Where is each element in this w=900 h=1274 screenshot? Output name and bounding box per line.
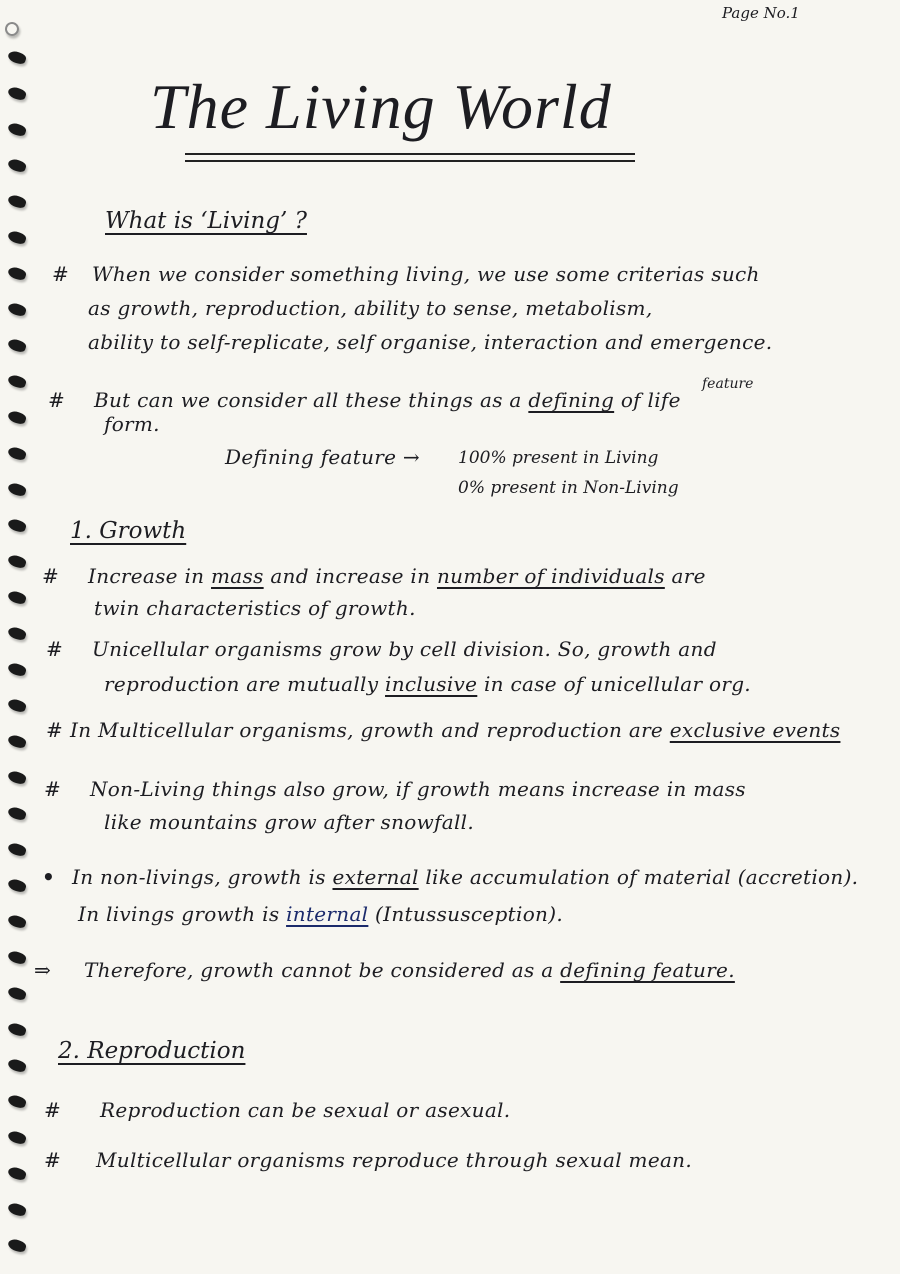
binding-hole (7, 157, 28, 173)
paragraph-text: In non-livings, growth is (72, 865, 326, 889)
underlined-term: inclusive (385, 672, 478, 696)
page-number: Page No.1 (722, 4, 800, 22)
binding-hole (7, 121, 28, 137)
underlined-term: defining (528, 388, 615, 412)
binding-hole (7, 1237, 28, 1253)
paragraph-text: and increase in (270, 564, 431, 588)
paragraph-text: (Intussusception). (375, 902, 563, 926)
section-heading-growth: 1. Growth (70, 518, 187, 544)
binding-hole (7, 877, 28, 893)
binding-hole (7, 409, 28, 425)
paragraph-line: as growth, reproduction, ability to sense, metabolism, (88, 296, 653, 320)
list-bullet: # (44, 1148, 62, 1172)
paragraph-line (70, 718, 840, 742)
list-bullet: # (44, 777, 62, 801)
binding-hole (7, 517, 28, 533)
paragraph-line (72, 865, 858, 889)
binding-hole (7, 229, 28, 245)
binding-hole (7, 949, 28, 965)
spiral-binding (0, 0, 40, 1274)
defining-feature-label: Defining feature → (225, 445, 420, 469)
binding-hole (7, 769, 28, 785)
binding-hole (7, 625, 28, 641)
list-bullet: # (46, 718, 64, 742)
paragraph-text: Increase in (88, 564, 205, 588)
binding-hole (7, 661, 28, 677)
binding-hole (7, 589, 28, 605)
binding-hole (7, 301, 28, 317)
binding-hole (7, 913, 28, 929)
binding-hole (7, 1021, 28, 1037)
section-heading-what-is-living: What is ‘Living’ ? (105, 208, 307, 234)
binding-hole (7, 1129, 28, 1145)
definition-line: 0% present in Non-Living (458, 478, 679, 498)
binding-hole (7, 985, 28, 1001)
paragraph-text: But can we consider all these things as a (94, 388, 522, 412)
underlined-term: defining feature. (560, 958, 735, 982)
binding-hole (7, 1057, 28, 1073)
paragraph-line (88, 564, 706, 588)
binding-hole (7, 445, 28, 461)
paragraph-line: Unicellular organisms grow by cell division. So, growth and (92, 637, 717, 661)
definition-line: 100% present in Living (458, 448, 659, 468)
conclusion-line (84, 958, 735, 982)
paragraph-text: like accumulation of material (accretion). (425, 865, 859, 889)
title-underline (185, 160, 635, 162)
underlined-term: internal (286, 902, 369, 926)
list-bullet: # (46, 637, 64, 661)
binding-hole (7, 265, 28, 281)
binding-hole (7, 193, 28, 209)
paragraph-line: twin characteristics of growth. (94, 596, 416, 620)
binding-hole (7, 805, 28, 821)
conclusion-arrow: ⇒ (34, 958, 52, 982)
paragraph-line: form. (104, 412, 160, 436)
binding-hole (7, 1093, 28, 1109)
underlined-term: exclusive events (669, 718, 841, 742)
paragraph-line (78, 902, 563, 926)
binding-hole (7, 373, 28, 389)
paragraph-line: like mountains grow after snowfall. (104, 810, 475, 834)
binding-hole (7, 733, 28, 749)
paragraph-text: are (671, 564, 706, 588)
page-title: The Living World (150, 71, 612, 142)
paragraph-line (94, 388, 681, 412)
binding-hole (7, 481, 28, 497)
section-heading-reproduction: 2. Reproduction (58, 1038, 246, 1064)
paragraph-text: reproduction are mutually (104, 672, 379, 696)
binding-hole (7, 1165, 28, 1181)
underlined-term: external (332, 865, 419, 889)
list-bullet: # (52, 262, 70, 286)
list-bullet: • (42, 865, 56, 889)
paragraph-text: in case of unicellular org. (483, 672, 751, 696)
title-underline (185, 153, 635, 155)
paragraph-text: of life (620, 388, 681, 412)
paragraph-line: Reproduction can be sexual or asexual. (100, 1098, 511, 1122)
binding-hole (7, 1201, 28, 1217)
paragraph-line: Non-Living things also grow, if growth means increase in mass (90, 777, 746, 801)
underlined-term: mass (211, 564, 264, 588)
binding-hole (7, 337, 28, 353)
underlined-term: number of individuals (436, 564, 665, 588)
paragraph-text: In Multicellular organisms, growth and reproduction are (70, 718, 664, 742)
caret-insertion-note: feature (702, 376, 754, 392)
binding-hole (7, 49, 28, 65)
binding-hole (7, 841, 28, 857)
paragraph-line: ability to self-replicate, self organise, interaction and emergence. (88, 330, 773, 354)
paragraph-text: Therefore, growth cannot be considered as a (84, 958, 554, 982)
binding-hole (7, 553, 28, 569)
paragraph-line: When we consider something living, we use some criterias such (92, 262, 760, 286)
binding-hole (7, 85, 28, 101)
binding-hole (7, 697, 28, 713)
binding-ring (3, 20, 21, 38)
list-bullet: # (42, 564, 60, 588)
paragraph-line: Multicellular organisms reproduce through sexual mean. (96, 1148, 693, 1172)
list-bullet: # (44, 1098, 62, 1122)
paragraph-text: In livings growth is (78, 902, 280, 926)
list-bullet: # (48, 388, 66, 412)
paragraph-line (104, 672, 751, 696)
